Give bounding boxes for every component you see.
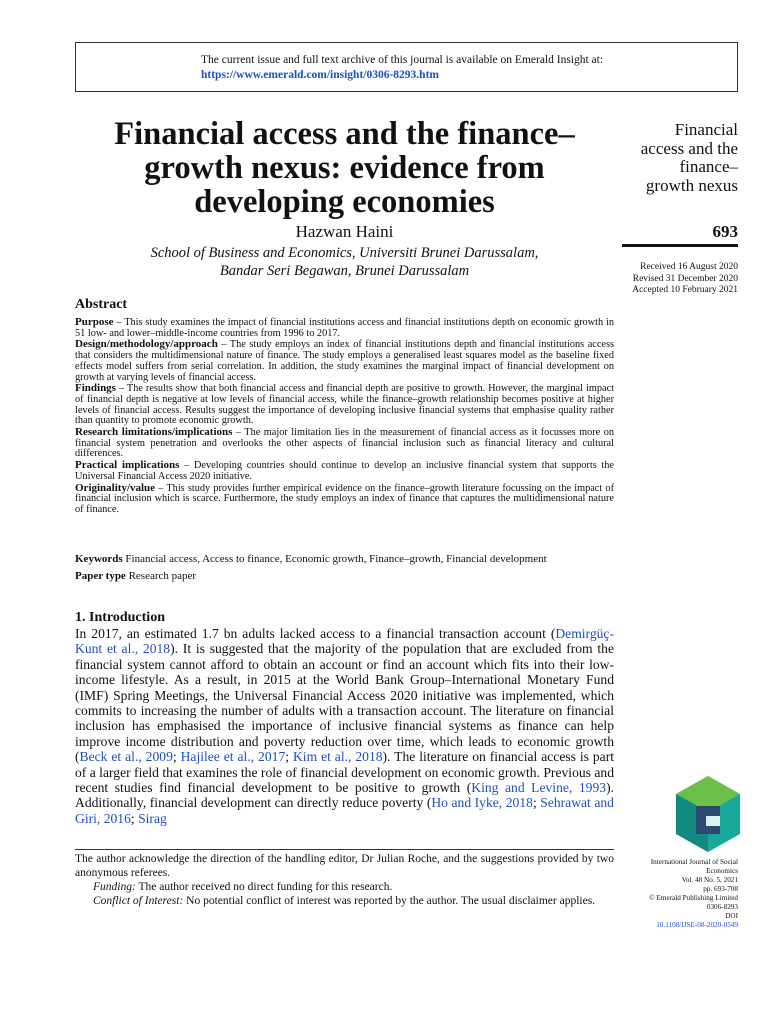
body-text-run: ). Additionally, financial development can directly reduce poverty ( [75,780,614,811]
running-head-line: finance– [679,157,738,176]
affiliation-line: Bandar Seri Begawan, Brunei Darussalam [219,263,470,279]
citation-link[interactable]: Kim et al., 2018 [292,749,383,765]
abstract-text: – This study examines the impact of financial institutions access and financial institutions depth on economic growth in 51 low- and lower–middle-income countries from 1996 to 2017. [75,317,614,339]
abstract-text: – Developing countries should continue to develop an inclusive financial system that supports the Universal Financial Access 2020 initiative. [75,460,614,482]
abstract-label: Practical implications [75,459,180,472]
journal-notice-box [75,42,738,92]
body-text-run: ). The literature on financial access is part of a larger field that examines the role of financial development on economic growth. Previous and recent studies find financial development to be positive to growth ( [75,749,614,796]
paper-type-value: Research paper [125,570,197,582]
date-revised: Revised 31 December 2020 [632,273,738,284]
margin-rule [622,244,738,247]
introduction-body [75,626,614,826]
paper-type-label: Paper type [75,570,126,582]
body-text-run: ; [172,749,181,765]
journal-info [618,858,738,930]
abstract-text: – The study employs an index of financial institutions depth and financial institutions access that considers the multidimensional nature of finance. The study employs a generalised least squares model as the baseline fixed effects model suffers from serial correlation. In addition, the study examines the marginal impact of financial development on growth at varying levels of financial access. [75,339,614,383]
acknowledgement-note: The author acknowledge the direction of the handling editor, Dr Julian Roche, and the suggestions provided by two anonymous referees. [75,853,614,879]
body-text-run: ). It is suggested that the majority of the population that are excluded from the financial system cannot afford to obtain an account or find an account which fits into their low-income lifestyle. As a result, in 2015 at the World Bank Group–International Monetary Fund (IMF) Spring Meetings, the Universal Financial Access 2020 initiative was implemented, which commits to increasing the number of adults with a transaction account. The literature on financial inclusion has emphasised the importance of inclusive financial systems as finance can help improve income distribution and poverty reduction over time, which leads to economic growth ( [75,641,614,765]
body-text-run: ; [285,749,293,765]
footnotes [75,852,614,908]
citation-link[interactable]: Hajilee et al., 2017 [180,749,286,765]
keywords-list: Financial access, Access to finance, Economic growth, Finance–growth, Financial development [122,553,547,565]
notice-text: The current issue and full text archive of this journal is available on Emerald Insight at: [201,54,604,66]
abstract-originality [75,483,614,516]
running-head [598,121,738,195]
abstract-design [75,339,614,383]
running-head-line: access and the [640,138,738,158]
body-text-run: ; [532,795,541,811]
author-affiliation [75,244,614,280]
citation-link[interactable]: Ho and Iyke, 2018 [431,795,533,811]
funding-note [75,880,614,894]
abstract-text: – The results show that both financial access and financial depth are positive to growth. However, the marginal impact of financial depth is negative at low levels of financial access, while the finance–growth relationship becomes positive at higher levels of financial access. Results suggest the importance of developing inclusive financial systems that emphasise quality rather than quantity to promote economic growth. [75,383,614,427]
conflict-text: No potential conflict of interest was reported by the author. The usual disclaimer applies. [183,895,596,907]
article-title [75,117,614,219]
doi-link[interactable]: 10.1108/IJSE-08-2020-0549 [656,921,738,929]
doi-line [618,912,738,930]
abstract-text: – The major limitation lies in the measurement of financial access as it focusses more on financial system penetration and overlooks the other aspects of financial inclusion such as financial literacy and cultural differences. [75,427,614,460]
funding-text: The author received no direct funding for this research. [135,881,393,893]
citation-link[interactable]: Sirag [138,810,167,826]
date-received: Received 16 August 2020 [640,262,738,272]
abstract-label: Findings [75,382,116,395]
title-line: Financial access and the finance– [114,116,575,152]
title-line: growth nexus: evidence from [144,150,545,186]
journal-info-line: 0306-8293 [706,903,738,911]
journal-url-link[interactable]: https://www.emerald.com/insight/0306-8293.htm [201,69,439,81]
emerald-logo-icon [676,776,740,852]
abstract-label: Purpose [75,316,114,328]
abstract-findings [75,383,614,427]
page-number: 693 [712,222,738,241]
abstract-label: Design/methodology/approach [75,338,218,351]
funding-label: Funding: [93,881,136,893]
citation-link[interactable]: Beck et al., 2009 [79,749,173,765]
conflict-note [75,894,614,908]
abstract-label: Research limitations/implications [75,426,233,439]
citation-link[interactable]: Sehrawat and Giri, 2016 [75,795,614,826]
journal-info-line: © Emerald Publishing Limited [649,894,738,902]
abstract-heading: Abstract [75,297,128,312]
doi-label: DOI [725,912,738,920]
keywords [75,553,614,565]
conflict-label: Conflict of Interest: [93,895,184,907]
date-accepted: Accepted 10 February 2021 [632,285,738,295]
title-line: developing economies [194,184,495,220]
running-head-line: growth nexus [645,175,738,195]
submission-dates [632,262,738,297]
abstract-text: – This study provides further empirical evidence on the finance–growth literature focussing on the impact of financial inclusion which is scarce. Furthermore, the study employs an index of finance that captures the multidimensional nature of finance. [75,482,614,515]
abstract-body [75,317,614,516]
citation-link[interactable]: Demirgüç-Kunt et al., 2018 [75,626,614,657]
author-name: Hazwan Haini [295,222,394,241]
abstract-limitations [75,427,614,460]
section-heading-introduction: 1. Introduction [75,610,165,625]
paper-type [75,570,196,582]
journal-info-line: Economics [706,867,738,875]
citation-link[interactable]: King and Levine, 1993 [471,780,607,796]
footnote-rule [75,849,614,850]
journal-info-line: Vol. 48 No. 5, 2021 [681,876,738,884]
abstract-practical [75,460,614,482]
journal-info-line: pp. 693-708 [703,885,738,893]
body-text-run: ; [130,810,139,826]
running-head-line: Financial [674,120,738,139]
affiliation-line: School of Business and Economics, Universiti Brunei Darussalam, [150,245,539,261]
keywords-label: Keywords [75,553,123,565]
body-text-run: In 2017, an estimated 1.7 bn adults lacked access to a financial transaction account ( [75,626,556,641]
abstract-label: Originality/value [75,481,156,494]
introduction-paragraph [75,626,614,826]
abstract-purpose [75,317,614,339]
journal-info-line: International Journal of Social [650,858,738,866]
